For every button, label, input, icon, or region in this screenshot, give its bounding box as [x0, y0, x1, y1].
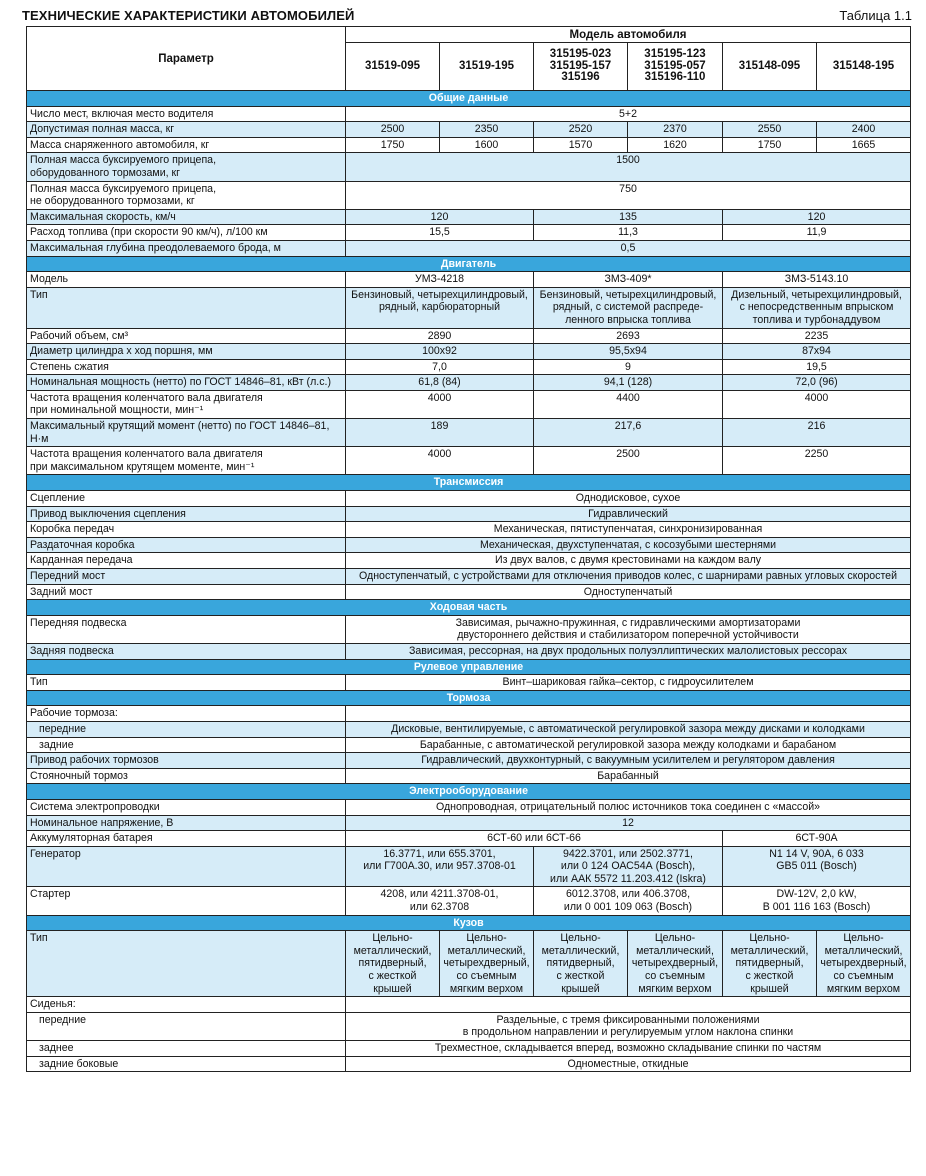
cell-value: 217,6	[534, 419, 723, 447]
cell-value: 16.3771, или 655.3701, или Г700А.30, или 957.3708-01	[346, 846, 534, 887]
table-row	[27, 122, 911, 138]
cell-value: 11,9	[723, 225, 911, 241]
cell-value: Цельно- металлический, пятидверный, с жесткой крышей	[534, 931, 628, 997]
cell-value: Зависимая, рычажно-пружинная, с гидравлическими амортизаторами двустороннего действия и стабилизатором поперечной устойчивости	[346, 615, 911, 643]
model-col-5: 315148-095	[723, 43, 817, 91]
table-row	[27, 721, 911, 737]
table-row	[27, 522, 911, 538]
cell-value: 2250	[723, 447, 911, 475]
table-row	[27, 240, 911, 256]
section-electrical	[27, 784, 911, 800]
cell-value: 9	[534, 359, 723, 375]
table-row	[27, 209, 911, 225]
cell-value: 1750	[723, 137, 817, 153]
cell-value: Бензиновый, четырехцилиндровый, рядный, с системой распреде- ленного впрыска топлива	[534, 287, 723, 328]
section-title: Ходовая часть	[27, 600, 911, 616]
cell-value: УМЗ-4218	[346, 272, 534, 288]
cell-value: Механическая, пятиступенчатая, синхронизированная	[346, 522, 911, 538]
cell-value: 2500	[534, 447, 723, 475]
section-chassis	[27, 600, 911, 616]
row-label: задние	[27, 737, 346, 753]
model-col-4: 315195-123 315195-057 315196-110	[628, 43, 723, 91]
cell-value: 15,5	[346, 225, 534, 241]
row-label: задние боковые	[27, 1056, 346, 1072]
row-label: передние	[27, 721, 346, 737]
table-row	[27, 447, 911, 475]
cell-value: 2890	[346, 328, 534, 344]
cell-value: 2550	[723, 122, 817, 138]
cell-value: Бензиновый, четырехцилиндровый, рядный, карбюраторный	[346, 287, 534, 328]
section-general	[27, 91, 911, 107]
table-row	[27, 390, 911, 418]
row-label: Стартер	[27, 887, 346, 915]
table-row	[27, 225, 911, 241]
cell-value: Раздельные, с тремя фиксированными положениями в продольном направлении и регулируемым углом наклона спинки	[346, 1012, 911, 1040]
cell-value: Трехместное, складывается вперед, возможно складывание спинки по частям	[346, 1041, 911, 1057]
cell-value: N1 14 V, 90A, 6 033 GB5 011 (Bosch)	[723, 846, 911, 887]
row-label: Тип	[27, 287, 346, 328]
table-row	[27, 287, 911, 328]
cell-value: 216	[723, 419, 911, 447]
section-title: Двигатель	[27, 256, 911, 272]
row-label: Привод рабочих тормозов	[27, 753, 346, 769]
cell-value: Зависимая, рессорная, на двух продольных полуэллиптических малолистовых рессорах	[346, 643, 911, 659]
row-label: Раздаточная коробка	[27, 537, 346, 553]
cell-value: 2370	[628, 122, 723, 138]
row-label: Диаметр цилиндра х ход поршня, мм	[27, 344, 346, 360]
table-row	[27, 344, 911, 360]
cell-value: 1665	[817, 137, 911, 153]
cell-value: Винт–шариковая гайка–сектор, с гидроусилителем	[346, 675, 911, 691]
cell-value: 4000	[723, 390, 911, 418]
row-label: передние	[27, 1012, 346, 1040]
cell-value: Дисковые, вентилируемые, с автоматической регулировкой зазора между дисками и колодками	[346, 721, 911, 737]
row-label: Частота вращения коленчатого вала двигателя при номинальной мощности, мин⁻¹	[27, 390, 346, 418]
cell-value: Одноступенчатый, с устройствами для отключения приводов колес, с шарнирами равных угловых скоростей	[346, 569, 911, 585]
cell-value: Одноступенчатый	[346, 584, 911, 600]
cell-value: 2235	[723, 328, 911, 344]
table-row	[27, 831, 911, 847]
cell-value: 5+2	[346, 106, 911, 122]
table-row	[27, 1012, 911, 1040]
cell-value: 1620	[628, 137, 723, 153]
row-label: Сцепление	[27, 491, 346, 507]
table-row	[27, 153, 911, 181]
cell-value: 1570	[534, 137, 628, 153]
row-label: Карданная передача	[27, 553, 346, 569]
cell-value: Цельно- металлический, четырехдверный, со съемным мягким верхом	[628, 931, 723, 997]
cell-value: 4000	[346, 447, 534, 475]
cell-value: Дизельный, четырехцилиндровый, с непосредственным впрыском топлива и турбонаддувом	[723, 287, 911, 328]
cell-value: 87х94	[723, 344, 911, 360]
table-row	[27, 272, 911, 288]
row-label: Число мест, включая место водителя	[27, 106, 346, 122]
row-label: Полная масса буксируемого прицепа, не оборудованного тормозами, кг	[27, 181, 346, 209]
cell-value: 2500	[346, 122, 440, 138]
section-steering	[27, 659, 911, 675]
table-row	[27, 419, 911, 447]
header-row	[27, 27, 911, 43]
table-row	[27, 137, 911, 153]
cell-value: 9422.3701, или 2502.3771, или 0 124 ОАС54А (Bosch), или ААК 5572 11.203.412 (Iskra)	[534, 846, 723, 887]
row-label: Аккумуляторная батарея	[27, 831, 346, 847]
param-header: Параметр	[27, 27, 346, 91]
table-row	[27, 375, 911, 391]
row-label: Генератор	[27, 846, 346, 887]
table-row	[27, 737, 911, 753]
row-label: заднее	[27, 1041, 346, 1057]
row-label: Номинальная мощность (нетто) по ГОСТ 14846–81, кВт (л.с.)	[27, 375, 346, 391]
cell-value: 1600	[440, 137, 534, 153]
table-row	[27, 537, 911, 553]
section-title: Электрооборудование	[27, 784, 911, 800]
section-title: Трансмиссия	[27, 475, 911, 491]
row-label: Тип	[27, 931, 346, 997]
row-label: Тип	[27, 675, 346, 691]
row-label: Задний мост	[27, 584, 346, 600]
cell-value: 94,1 (128)	[534, 375, 723, 391]
table-row	[27, 359, 911, 375]
cell-value: 6СТ-90А	[723, 831, 911, 847]
cell-value: Однопроводная, отрицательный полюс источников тока соединен с «массой»	[346, 799, 911, 815]
cell-value: 7,0	[346, 359, 534, 375]
table-row	[27, 887, 911, 915]
row-label: Модель	[27, 272, 346, 288]
row-label: Полная масса буксируемого прицепа, оборудованного тормозами, кг	[27, 153, 346, 181]
table-row	[27, 846, 911, 887]
cell-value: 4400	[534, 390, 723, 418]
section-body	[27, 915, 911, 931]
cell-value: 120	[346, 209, 534, 225]
row-label: Расход топлива (при скорости 90 км/ч), л/100 км	[27, 225, 346, 241]
table-row	[27, 506, 911, 522]
cell-value: ЗМЗ-5143.10	[723, 272, 911, 288]
cell-value: 12	[346, 815, 911, 831]
row-label: Масса снаряженного автомобиля, кг	[27, 137, 346, 153]
row-label: Максимальная глубина преодолеваемого брода, м	[27, 240, 346, 256]
table-row	[27, 584, 911, 600]
cell-value: Цельно- металлический, пятидверный, с жесткой крышей	[346, 931, 440, 997]
cell-value: 4000	[346, 390, 534, 418]
cell-value: 100х92	[346, 344, 534, 360]
section-engine	[27, 256, 911, 272]
table-row	[27, 753, 911, 769]
cell-value: 1750	[346, 137, 440, 153]
cell-value: 6СТ-60 или 6СТ-66	[346, 831, 723, 847]
cell-value: 6012.3708, или 406.3708, или 0 001 109 063 (Bosch)	[534, 887, 723, 915]
cell-value: Механическая, двухступенчатая, с косозубыми шестернями	[346, 537, 911, 553]
section-title: Общие данные	[27, 91, 911, 107]
model-col-6: 315148-195	[817, 43, 911, 91]
row-label: Максимальный крутящий момент (нетто) по ГОСТ 14846–81, Н·м	[27, 419, 346, 447]
table-row	[27, 643, 911, 659]
cell-value: 2400	[817, 122, 911, 138]
row-label: Рабочие тормоза:	[27, 706, 346, 722]
cell-value: 1500	[346, 153, 911, 181]
table-row	[27, 815, 911, 831]
section-brakes	[27, 690, 911, 706]
spec-table	[26, 26, 911, 1072]
row-label: Допустимая полная масса, кг	[27, 122, 346, 138]
cell-value: 72,0 (96)	[723, 375, 911, 391]
table-row	[27, 491, 911, 507]
cell-value: Цельно- металлический, четырехдверный, со съемным мягким верхом	[440, 931, 534, 997]
table-row	[27, 997, 911, 1013]
table-number: Таблица 1.1	[839, 8, 912, 23]
cell-value: 120	[723, 209, 911, 225]
cell-value: Гидравлический, двухконтурный, с вакуумным усилителем и регулятором давления	[346, 753, 911, 769]
section-title: Кузов	[27, 915, 911, 931]
cell-value: 61,8 (84)	[346, 375, 534, 391]
cell-value: Одноместные, откидные	[346, 1056, 911, 1072]
row-label: Система электропроводки	[27, 799, 346, 815]
cell-value: ЗМЗ-409*	[534, 272, 723, 288]
model-col-3: 315195-023 315195-157 315196	[534, 43, 628, 91]
table-row	[27, 1041, 911, 1057]
model-col-2: 31519-195	[440, 43, 534, 91]
cell-value: 750	[346, 181, 911, 209]
row-label: Передняя подвеска	[27, 615, 346, 643]
cell-value: 2520	[534, 122, 628, 138]
cell-value: 19,5	[723, 359, 911, 375]
table-row	[27, 569, 911, 585]
cell-value: 95,5х94	[534, 344, 723, 360]
section-transmission	[27, 475, 911, 491]
cell-value: 2350	[440, 122, 534, 138]
cell-value: 0,5	[346, 240, 911, 256]
table-row	[27, 768, 911, 784]
table-row	[27, 799, 911, 815]
cell-value: Барабанный	[346, 768, 911, 784]
cell-value: Гидравлический	[346, 506, 911, 522]
cell-value: 11,3	[534, 225, 723, 241]
page-title: ТЕХНИЧЕСКИЕ ХАРАКТЕРИСТИКИ АВТОМОБИЛЕЙ	[22, 8, 355, 23]
cell-value: 4208, или 4211.3708-01, или 62.3708	[346, 887, 534, 915]
table-row	[27, 675, 911, 691]
cell-value: 189	[346, 419, 534, 447]
table-row	[27, 106, 911, 122]
row-label: Рабочий объем, см³	[27, 328, 346, 344]
table-row	[27, 931, 911, 997]
row-label: Стояночный тормоз	[27, 768, 346, 784]
row-label: Коробка передач	[27, 522, 346, 538]
cell-empty	[346, 706, 911, 722]
cell-value: DW-12V, 2,0 kW, B 001 116 163 (Bosch)	[723, 887, 911, 915]
table-row	[27, 1056, 911, 1072]
section-title: Тормоза	[27, 690, 911, 706]
cell-empty	[346, 997, 911, 1013]
cell-value: 135	[534, 209, 723, 225]
cell-value: Однодисковое, сухое	[346, 491, 911, 507]
cell-value: 2693	[534, 328, 723, 344]
model-col-1: 31519-095	[346, 43, 440, 91]
cell-value: Из двух валов, с двумя крестовинами на каждом валу	[346, 553, 911, 569]
table-row	[27, 328, 911, 344]
table-row	[27, 553, 911, 569]
row-label: Привод выключения сцепления	[27, 506, 346, 522]
cell-value: Цельно- металлический, четырехдверный, со съемным мягким верхом	[817, 931, 911, 997]
row-label: Степень сжатия	[27, 359, 346, 375]
table-row	[27, 615, 911, 643]
row-label: Задняя подвеска	[27, 643, 346, 659]
row-label: Номинальное напряжение, В	[27, 815, 346, 831]
table-row	[27, 706, 911, 722]
cell-value: Цельно- металлический, пятидверный, с жесткой крышей	[723, 931, 817, 997]
table-row	[27, 181, 911, 209]
row-label: Частота вращения коленчатого вала двигателя при максимальном крутящем моменте, мин⁻¹	[27, 447, 346, 475]
cell-value: Барабанные, с автоматической регулировкой зазора между колодками и барабаном	[346, 737, 911, 753]
section-title: Рулевое управление	[27, 659, 911, 675]
row-label: Максимальная скорость, км/ч	[27, 209, 346, 225]
model-group-header: Модель автомобиля	[346, 27, 911, 43]
row-label: Передний мост	[27, 569, 346, 585]
row-label: Сиденья:	[27, 997, 346, 1013]
